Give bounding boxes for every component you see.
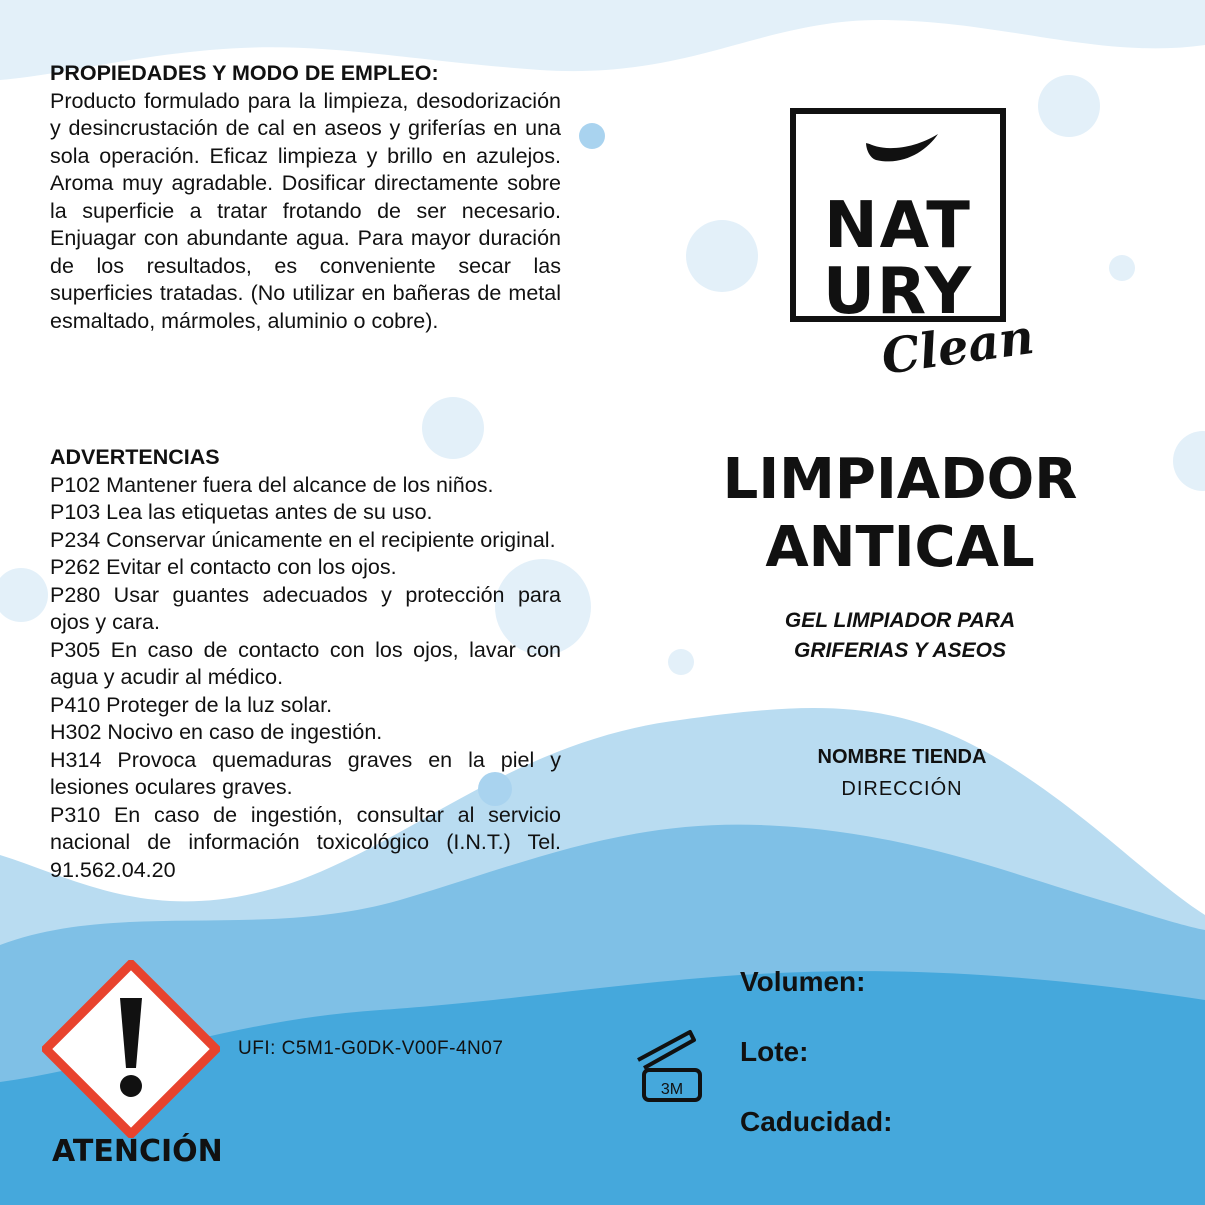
ufi-code: UFI: C5M1-G0DK-V00F-4N07 [238, 1038, 504, 1059]
bubble [1173, 431, 1205, 491]
properties-heading: PROPIEDADES Y MODO DE EMPLEO: [50, 61, 439, 85]
properties-section [50, 60, 561, 335]
warning-item: P234 Conservar únicamente en el recipiente original. [50, 527, 556, 552]
logo-script: Clean [878, 308, 1038, 386]
warning-item: P262 Evitar el contacto con los ojos. [50, 555, 397, 579]
lot-label: Lote: [740, 1036, 809, 1067]
warning-item: P102 Mantener fuera del alcance de los niños. [50, 472, 494, 497]
exclamation-hazard-icon [42, 960, 220, 1138]
open-jar-icon [632, 1026, 708, 1106]
product-title-line-1: LIMPIADOR [722, 447, 1078, 512]
bubble [0, 568, 48, 622]
logo-line-1: NAT [824, 189, 972, 263]
expiry-label: Caducidad: [740, 1106, 893, 1137]
leaf-icon [862, 130, 942, 170]
bubble [579, 123, 605, 149]
warning-item: P103 Lea las etiquetas antes de su uso. [50, 500, 433, 524]
warning-item: P280 Usar guantes adecuados y protección para ojos y cara. [50, 582, 561, 634]
bubble [1109, 255, 1135, 281]
product-subtitle [720, 606, 1080, 666]
logo-line-2: URY [822, 255, 974, 329]
warning-item: P310 En caso de ingestión, consultar al servicio nacional de información toxicológico (I.N.T.) Tel. 91.562.04.20 [50, 802, 561, 882]
pao-label: 3M [660, 1081, 684, 1098]
bubble [668, 649, 694, 675]
warnings-section [50, 444, 561, 884]
subtitle-line-1: GEL LIMPIADOR PARA [784, 609, 1016, 632]
bubble [1038, 75, 1100, 137]
shop-address: DIRECCIÓN [841, 778, 963, 800]
bubble [686, 220, 758, 292]
warning-item: H302 Nocivo en caso de ingestión. [50, 720, 383, 744]
warning-item: H314 Provoca quemaduras graves en la piel y lesiones oculares graves. [50, 747, 561, 799]
warnings-heading: ADVERTENCIAS [50, 445, 220, 469]
volume-label: Volumen: [740, 966, 866, 997]
product-title-line-2: ANTICAL [765, 515, 1035, 580]
shop-name: NOMBRE TIENDA [817, 746, 987, 768]
subtitle-line-2: GRIFERIAS Y ASEOS [794, 639, 1006, 662]
properties-body: Producto formulado para la limpieza, desodorización y desincrustación de cal en aseos y griferías en una sola operación. Eficaz limpieza y brillo en azulejos. Aroma muy agradable. Dosificar directamente sobre la superficie a tratar frotando de ser necesario. Enjuagar con abundante agua. Para mayor duración de los resultados, es conveniente secar las superficies tratadas. (No utilizar en bañeras de metal esmaltado, mármoles, aluminio o cobre). [50, 88, 561, 333]
warning-item: P410 Proteger de la luz solar. [50, 692, 333, 717]
signal-word: ATENCIÓN [52, 1134, 223, 1169]
warning-item: P305 En caso de contacto con los ojos, lavar con agua y acudir al médico. [50, 637, 561, 689]
